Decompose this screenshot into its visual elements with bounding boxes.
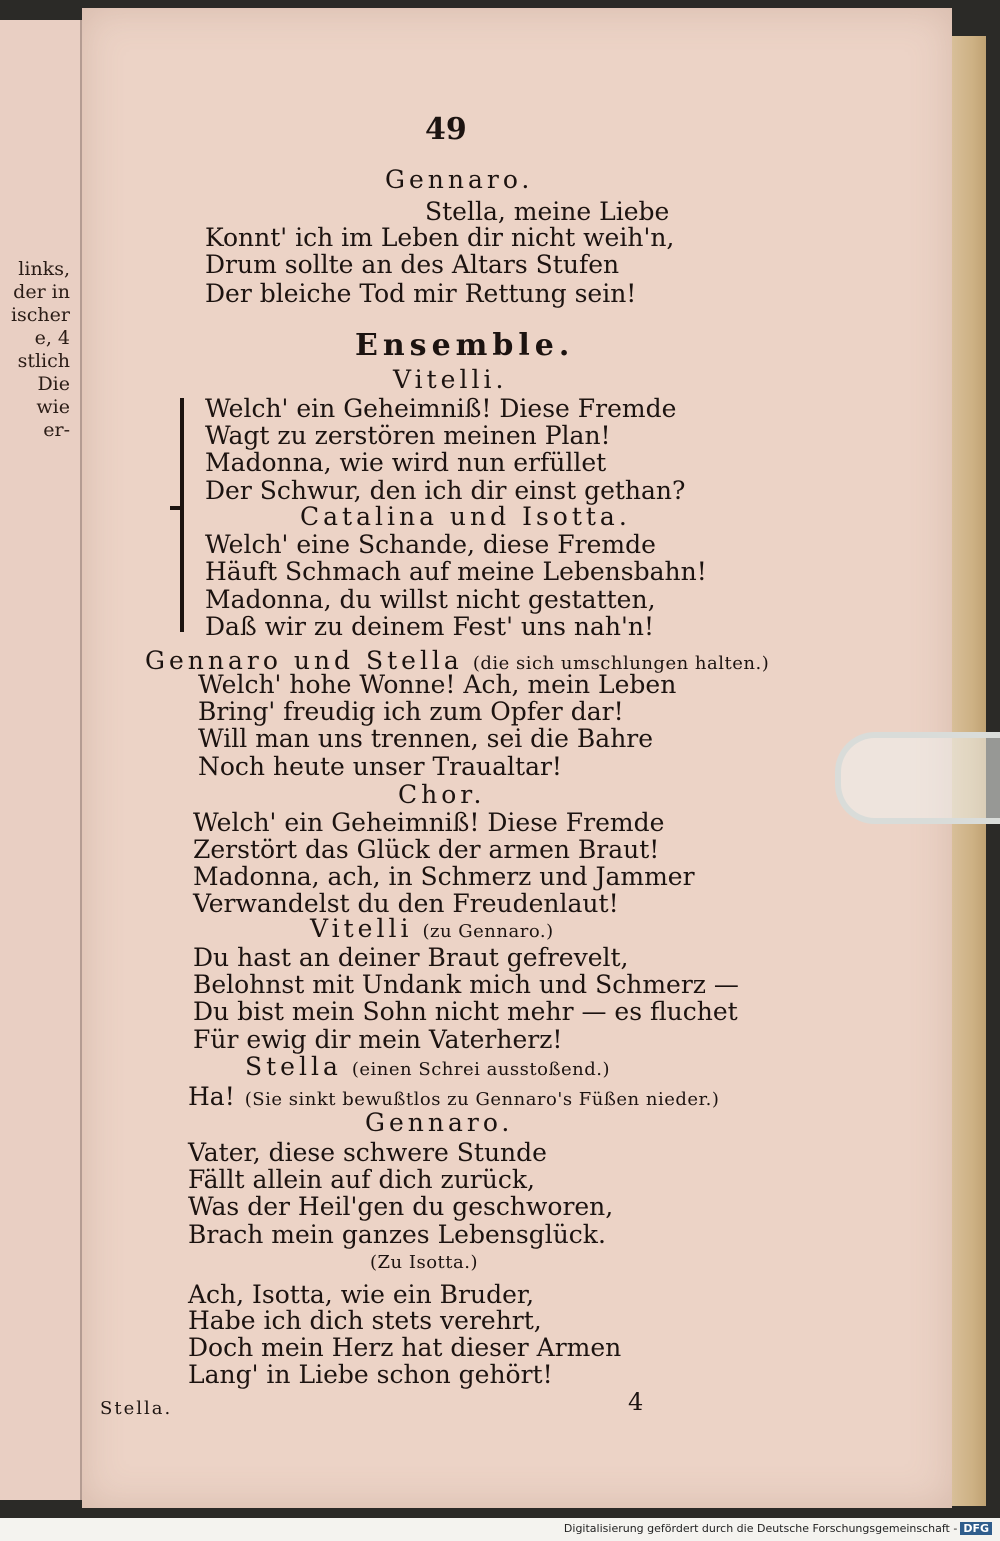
line-text: Du hast an deiner Braut gefrevelt, — [193, 943, 629, 972]
line-text: Gennaro. — [385, 165, 534, 194]
verse-line — [205, 421, 611, 450]
verse-line — [205, 448, 606, 477]
left-page-fragments — [0, 258, 70, 442]
left-page-fragment: wie — [36, 396, 70, 418]
speaker-name — [393, 365, 507, 394]
line-text: Bring' freudig ich zum Opfer dar! — [198, 697, 624, 726]
line-text: Lang' in Liebe schon gehört! — [188, 1360, 553, 1389]
line-text: Welch' ein Geheimniß! Diese Fremde — [193, 808, 665, 837]
line-text: Wagt zu zerstören meinen Plan! — [205, 421, 611, 450]
verse-line — [193, 970, 739, 999]
verse-line — [188, 1220, 606, 1249]
line-text: Was der Heil'gen du geschworen, — [188, 1192, 614, 1221]
verse-line — [188, 1360, 553, 1389]
line-text: Noch heute unser Traualtar! — [198, 752, 562, 781]
line-text: Der bleiche Tod mir Rettung sein! — [205, 279, 637, 308]
line-text: Stella, meine Liebe — [425, 197, 670, 226]
line-text: Gennaro. — [365, 1108, 514, 1137]
verse-line — [205, 223, 674, 252]
line-text: Gennaro und Stella — [145, 646, 463, 675]
speaker-name — [310, 914, 554, 943]
stage-direction: (die sich umschlungen halten.) — [472, 653, 770, 674]
verse-line — [205, 250, 619, 279]
verse-line — [188, 1280, 534, 1309]
verse-line — [188, 1082, 719, 1111]
verse-line — [205, 557, 707, 586]
line-text: Ach, Isotta, wie ein Bruder, — [188, 1280, 535, 1309]
verse-line — [205, 394, 676, 423]
verse-line — [193, 835, 659, 864]
verse-line — [188, 1165, 535, 1194]
verse-line — [198, 752, 562, 781]
left-page — [0, 20, 83, 1500]
speaker-name — [398, 780, 485, 809]
verse-line — [205, 476, 685, 505]
verse-line — [198, 724, 653, 753]
signature-number: 4 — [628, 1388, 644, 1416]
footer — [0, 1522, 992, 1535]
line-text: Brach mein ganzes Lebensglück. — [188, 1220, 606, 1249]
plastic-page-clip — [835, 732, 1000, 824]
line-text: Chor. — [398, 780, 486, 809]
left-page-fragment: Die — [37, 373, 70, 395]
stage-direction: (einen Schrei ausstoßend.) — [351, 1059, 611, 1080]
line-text: Konnt' ich im Leben dir nicht weih'n, — [205, 223, 675, 252]
line-text: Für ewig dir mein Vaterherz! — [193, 1025, 563, 1054]
left-page-fragment: er- — [43, 419, 70, 441]
line-text: Vitelli — [310, 914, 413, 943]
left-page-fragment: der in — [13, 281, 70, 303]
line-text: Vitelli. — [393, 365, 508, 394]
line-text: Madonna, wie wird nun erfüllet — [205, 448, 607, 477]
line-text: Will man uns trennen, sei die Bahre — [198, 724, 654, 753]
ensemble-brace — [180, 398, 196, 632]
line-text: Drum sollte an des Altars Stufen — [205, 250, 620, 279]
verse-line — [193, 943, 629, 972]
line-text: Ha! — [188, 1082, 235, 1111]
line-text: Der Schwur, den ich dir einst gethan? — [205, 476, 686, 505]
section-heading — [355, 328, 574, 363]
verse-line — [205, 530, 656, 559]
verse-line — [188, 1192, 613, 1221]
line-text: (Zu Isotta.) — [370, 1252, 478, 1273]
left-page-fragment: stlich — [17, 350, 70, 372]
verse-line — [188, 1138, 547, 1167]
dfg-logo: DFG — [960, 1522, 992, 1535]
verse-line — [425, 197, 669, 226]
line-text: Ensemble. — [355, 328, 575, 363]
verse-line — [193, 997, 738, 1026]
verse-line — [193, 862, 695, 891]
verse-line — [205, 279, 636, 308]
verse-line — [188, 1333, 621, 1362]
line-text: Welch' ein Geheimniß! Diese Fremde — [205, 394, 677, 423]
stage-direction: (zu Gennaro.) — [422, 921, 554, 942]
speaker-name — [300, 502, 631, 531]
line-text: Daß wir zu deinem Fest' uns nah'n! — [205, 612, 655, 641]
stage-direction: (Sie sinkt bewußtlos zu Gennaro's Füßen nieder.) — [244, 1089, 720, 1110]
left-page-fragment: links, — [18, 258, 70, 280]
line-text: Madonna, du willst nicht gestatten, — [205, 585, 656, 614]
verse-line — [205, 585, 656, 614]
line-text: Belohnst mit Undank mich und Schmerz — — [193, 970, 739, 999]
signature-title: Stella. — [100, 1398, 173, 1419]
speaker-name — [385, 165, 533, 194]
line-text: Doch mein Herz hat dieser Armen — [188, 1333, 622, 1362]
speaker-name — [245, 1052, 610, 1081]
verse-line — [198, 670, 676, 699]
line-text: Stella — [245, 1052, 342, 1081]
footer-text: Digitalisierung gefördert durch die Deutsche Forschungsgemeinschaft - — [563, 1522, 958, 1535]
verse-line — [205, 612, 654, 641]
page-number: 49 — [425, 112, 467, 147]
stage-direction — [370, 1252, 478, 1273]
left-page-fragment: ischer — [10, 304, 70, 326]
verse-line — [198, 697, 624, 726]
line-text: Madonna, ach, in Schmerz und Jammer — [193, 862, 695, 891]
line-text: Du bist mein Sohn nicht mehr — es fluchet — [193, 997, 738, 1026]
line-text: Fällt allein auf dich zurück, — [188, 1165, 535, 1194]
line-text: Welch' eine Schande, diese Fremde — [205, 530, 656, 559]
line-text: Häuft Schmach auf meine Lebensbahn! — [205, 557, 707, 586]
line-text: Vater, diese schwere Stunde — [188, 1138, 547, 1167]
speaker-name — [365, 1108, 513, 1137]
verse-line — [193, 808, 664, 837]
verse-line — [188, 1306, 542, 1335]
left-page-fragment: e, 4 — [34, 327, 70, 349]
line-text: Welch' hohe Wonne! Ach, mein Leben — [198, 670, 677, 699]
line-text: Verwandelst du den Freudenlaut! — [193, 889, 619, 918]
verse-line — [193, 1025, 562, 1054]
line-text: Zerstört das Glück der armen Braut! — [193, 835, 660, 864]
line-text: Catalina und Isotta. — [300, 502, 631, 531]
line-text: Habe ich dich stets verehrt, — [188, 1306, 542, 1335]
